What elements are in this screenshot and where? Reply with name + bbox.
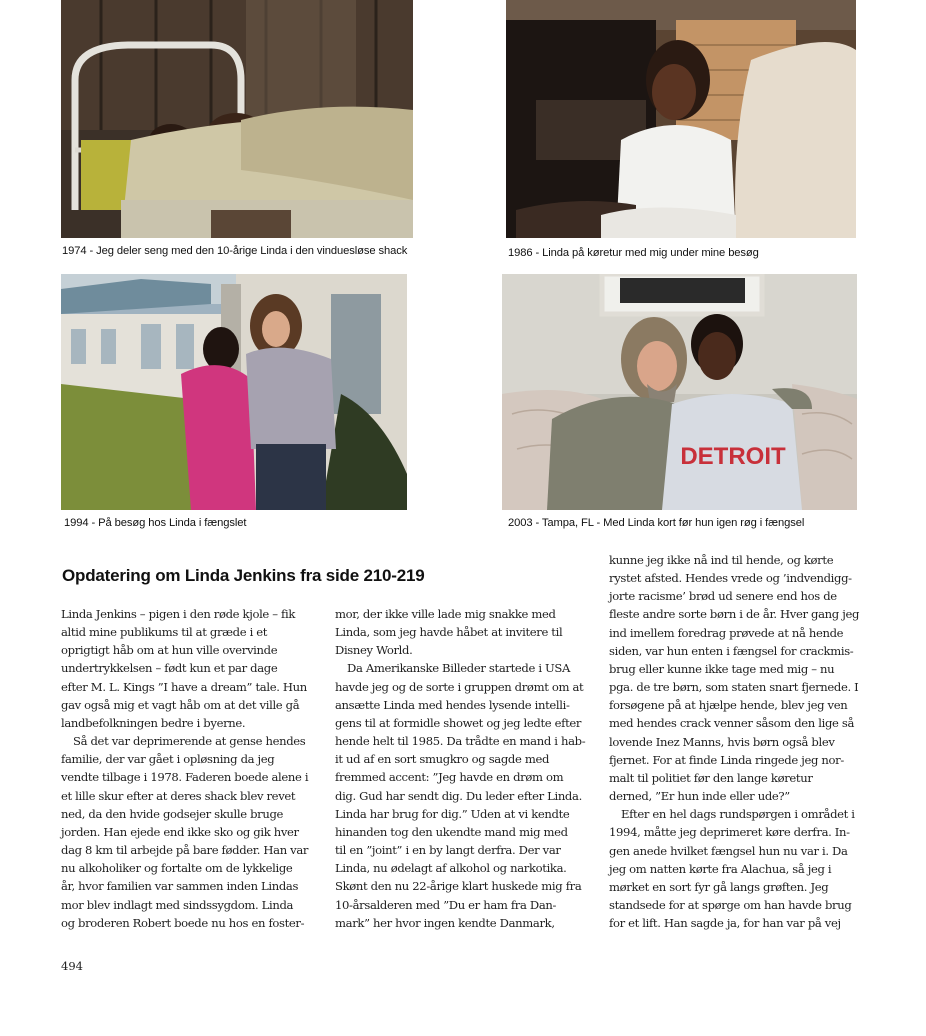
text-line: jeg om natten kørte fra Alachua, så jeg i [609,861,832,876]
text-line: Disney World. [335,643,413,658]
text-line: gen anede hvilket fængsel hun nu var i. Da [609,843,848,858]
text-line: Skønt den nu 22-årige klart huskede mig fra [335,879,582,894]
text-line: malt til politiet før den lange køretur [609,770,813,785]
text-line: for et lift. Han sagde ja, for han var på vej [609,916,841,931]
text-line: siden, var hun enten i fængsel for crackmis- [609,643,854,658]
text-line: oprigtigt håb om at hun ville overvinde [61,643,278,658]
text-line: efter M. L. Kings ”I have a dream” tale. Hun [61,679,307,694]
photo-1974-caption: 1974 - Jeg deler seng med den 10-årige Linda i den vinduesløse shack [62,245,408,257]
text-line: ned, da den hvide godsejer skulle bruge [61,806,284,821]
text-line: til en ”joint” i en by langt derfra. Der var [335,843,561,858]
photo-1994-prison [61,274,407,510]
text-line: ind imellem foredrag prøvede at nå hende [609,625,844,640]
page-number: 494 [61,959,83,973]
article-column-2 [335,605,597,932]
text-line: et lille skur efter at deres shack blev revet [61,788,296,803]
text-line: derned, ”Er hun inde eller ude?” [609,789,790,804]
text-line: fremmed accent: ”Jeg havde en drøm om [335,770,564,785]
text-line: fleste andre sorte børn i de år. Hver gang jeg [609,607,860,622]
text-line: jorden. Han ejede end ikke sko og gik hver [61,824,299,839]
text-line: mark” her hvor ingen kendte Danmark, [335,915,555,930]
text-line: ansætte Linda med hendes lysende intelli- [335,697,570,712]
text-line: gav også mig et vagt håb om at det ville gå [61,697,300,712]
text-line: kunne jeg ikke nå ind til hende, og kørte [609,553,834,567]
text-line: brug eller kunne ikke tage med mig – nu [609,661,835,676]
text-line: fjernet. For at finde Linda ringede jeg nor- [609,752,844,767]
text-line: 10-årsalderen med ”Du er ham fra Dan- [335,897,557,912]
text-line: med hendes crack venner såsom den lige så [609,716,855,731]
text-line: år, hvor familien var sammen inden Lindas [61,879,299,894]
text-line: Så det var deprimerende at gense hendes [73,734,306,749]
text-line: standsede for at spørge om han havde brug [609,897,852,912]
text-line: Linda, som jeg havde håbet at invitere til [335,625,563,640]
photo-1974-bed [61,0,413,238]
article-heading: Opdatering om Linda Jenkins fra side 210-219 [62,566,425,585]
text-line: hende helt til 1985. Da trådte en mand i hab- [335,734,586,749]
text-line: landbefolkningen bedre i byerne. [61,715,246,730]
text-line: nu alkoholiker og fortalte om de lykkelige [61,861,293,876]
text-line: rystet afsted. Hendes vrede og ’indvendigg- [609,571,852,586]
text-line: undertrykkelsen – født kun et par dage [61,661,278,676]
text-line: lovende Inez Manns, hvis børn også blev [609,734,835,749]
text-line: familie, der var gået i opløsning da jeg [61,752,275,767]
jersey-detroit-text: DETROIT [680,443,786,470]
article-column-3 [609,551,869,932]
photo-2003-tampa [502,274,857,510]
text-line: Efter en hel dags rundspørgen i området i [621,807,855,822]
text-line: Linda, nu ødelagt af alkohol og narkotika. [335,861,567,876]
text-line: mor blev indlagt med sindssygdom. Linda [61,897,294,912]
photo-1986-car [506,0,856,238]
text-line: it ud af en sort smugkro og sagde med [335,752,550,767]
text-line: dag 8 km til arbejde på bare fødder. Han var [61,843,309,858]
text-line: vendte tilbage i 1978. Faderen boede alene i [61,770,309,785]
text-line: mørket en sort fyr gå langs grøften. Jeg [609,879,829,894]
text-line: havde jeg og de sorte i gruppen drømt om at [335,679,584,694]
text-line: pga. de tre børn, som staten snart fjernede. I [609,680,859,695]
text-line: Da Amerikanske Billeder startede i USA [347,661,571,676]
photo-1986-caption: 1986 - Linda på køretur med mig under mine besøg [508,247,759,259]
text-line: jorte racisme’ brød ud senere end hos de [609,589,837,604]
article-column-1 [61,605,319,932]
text-line: dig. Gud har sendt dig. Du leder efter Linda. [335,788,582,803]
text-line: altid mine publikums til at græde i et [61,625,268,640]
text-line: Linda har brug for dig.” Uden at vi kendte [335,806,570,821]
photo-2003-caption: 2003 - Tampa, FL - Med Linda kort før hun igen røg i fængsel [508,517,805,529]
text-line: hinanden tog den ukendte mand mig med [335,824,568,839]
text-line: og broderen Robert boede nu hos en foster- [61,915,305,930]
photo-1994-caption: 1994 - På besøg hos Linda i fængslet [64,517,247,529]
text-line: gens til at formidle showet og jeg ledte efter [335,715,582,730]
text-line: forsøgene på at hjælpe hende, blev jeg ven [609,698,848,713]
text-line: mor, der ikke ville lade mig snakke med [335,607,556,621]
text-line: 1994, måtte jeg deprimeret køre derfra. In- [609,825,850,840]
text-line: Linda Jenkins – pigen i den røde kjole – fik [61,607,296,621]
